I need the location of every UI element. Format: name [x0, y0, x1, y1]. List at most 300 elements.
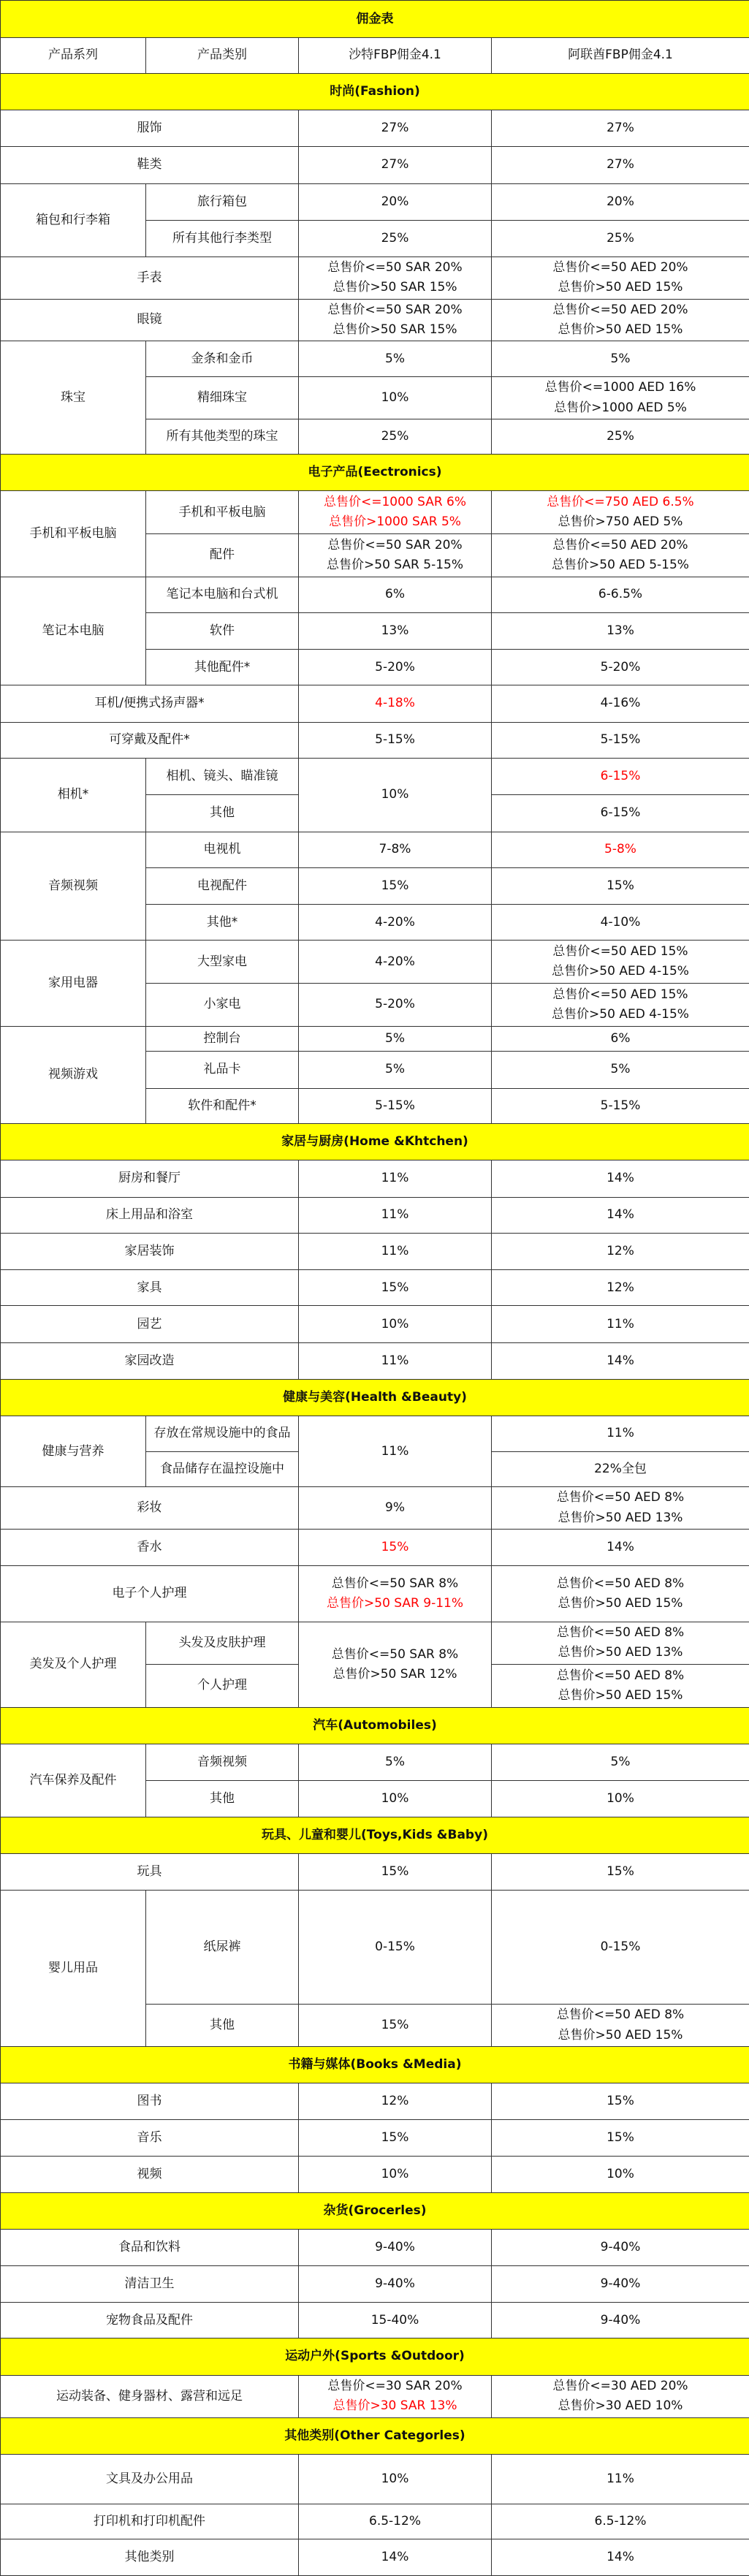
rate-text: 13% — [381, 623, 409, 638]
rate-text: 15% — [381, 2130, 409, 2146]
table-row — [1, 2539, 749, 2576]
rate-text: 总售价<=50 AED 20% — [552, 537, 688, 552]
rate-text: 9-40% — [375, 2276, 415, 2291]
header-row — [1, 38, 749, 73]
ksa-rate-cell — [299, 299, 492, 341]
uae-rate-cell — [492, 1565, 749, 1622]
ksa-rate-cell — [299, 2230, 492, 2265]
rate-text: 总售价<=30 SAR 20% — [327, 2379, 463, 2394]
ksa-rate-cell — [299, 1342, 492, 1379]
ksa-rate-cell — [299, 1891, 492, 2005]
rate-text: 6% — [610, 1030, 631, 1046]
product-series-cell: 健康与营养 — [1, 1416, 146, 1487]
rate-text: 11% — [381, 1443, 409, 1459]
ksa-rate-cell — [299, 1744, 492, 1781]
rate-text: 4-10% — [600, 914, 641, 930]
table-row — [1, 1342, 749, 1379]
ksa-rate-cell — [299, 2375, 492, 2418]
table-row — [1, 1565, 749, 1622]
ksa-rate-cell — [299, 377, 492, 419]
product-series-cell: 家用电器 — [1, 941, 146, 1026]
product-series-cell: 鞋类 — [1, 147, 299, 183]
rate-text: 5-20% — [375, 659, 415, 675]
section-row — [1, 1707, 749, 1744]
rate-text: 6% — [385, 587, 405, 602]
product-category-cell: 头发及皮肤护理 — [146, 1622, 299, 1665]
uae-rate-cell — [492, 2156, 749, 2192]
rate-text: 27% — [607, 157, 634, 172]
ksa-rate-cell — [299, 2156, 492, 2192]
product-category-cell: 软件 — [146, 612, 299, 649]
table-row — [1, 183, 749, 220]
ksa-rate-cell — [299, 2265, 492, 2302]
uae-rate-cell — [492, 795, 749, 832]
uae-rate-cell — [492, 758, 749, 794]
product-category-cell: 食品储存在温控设施中 — [146, 1451, 299, 1486]
uae-rate-cell — [492, 110, 749, 146]
uae-rate-cell — [492, 867, 749, 904]
header-category: 产品类别 — [146, 38, 299, 73]
product-series-cell: 园艺 — [1, 1306, 299, 1342]
header-uae-rate: 阿联酋FBP佣金4.1 — [492, 38, 749, 73]
ksa-rate-cell — [299, 341, 492, 377]
rate-text: 0-15% — [600, 1939, 641, 1955]
product-category-cell: 电视机 — [146, 832, 299, 867]
rate-text: 11% — [381, 1171, 409, 1186]
table-row — [1, 491, 749, 534]
ksa-rate-cell — [299, 1486, 492, 1530]
rate-text: 总售价<=50 SAR 20% — [327, 260, 463, 276]
uae-rate-cell — [492, 650, 749, 685]
section-row — [1, 1817, 749, 1853]
rate-text: 4-20% — [375, 914, 415, 930]
rate-text: 14% — [607, 1207, 634, 1223]
rate-text: 13% — [607, 623, 634, 638]
rate-text: 10% — [381, 2471, 409, 2487]
product-category-cell: 礼品卡 — [146, 1052, 299, 1088]
rate-text: 15% — [607, 2094, 634, 2109]
uae-rate-cell — [492, 832, 749, 867]
rate-text: 11% — [381, 1207, 409, 1223]
rate-text: 9-40% — [600, 2239, 641, 2254]
section-header: 运动户外(Sports &Outdoor) — [1, 2338, 749, 2375]
rate-text: 9-40% — [600, 2312, 641, 2328]
product-series-cell: 玩具 — [1, 1853, 299, 1890]
rate-text: 总售价>50 AED 4-15% — [552, 964, 689, 979]
section-header: 杂货(Grocerles) — [1, 2193, 749, 2230]
title-row — [1, 1, 749, 38]
table-row — [1, 1197, 749, 1233]
product-category-cell: 小家电 — [146, 984, 299, 1027]
rate-text: 总售价<=50 SAR 20% — [327, 537, 463, 552]
uae-rate-cell — [492, 257, 749, 300]
rate-text: 25% — [381, 230, 409, 246]
table-row — [1, 1891, 749, 2005]
table-row — [1, 2083, 749, 2120]
table-row — [1, 2265, 749, 2302]
rate-text: 4-20% — [375, 954, 415, 969]
ksa-rate-cell — [299, 2005, 492, 2047]
product-series-cell: 汽车保养及配件 — [1, 1744, 146, 1817]
uae-rate-cell — [492, 1891, 749, 2005]
product-series-cell: 文具及办公用品 — [1, 2455, 299, 2504]
ksa-rate-cell — [299, 650, 492, 685]
uae-rate-cell — [492, 905, 749, 941]
rate-text: 5% — [385, 351, 405, 366]
table-row — [1, 685, 749, 722]
rate-text: 总售价>50 SAR 15% — [332, 280, 457, 295]
section-row — [1, 455, 749, 491]
rate-text: 6-15% — [600, 769, 641, 784]
section-header: 其他类别(Other Categorles) — [1, 2418, 749, 2455]
uae-rate-cell — [492, 299, 749, 341]
uae-rate-cell — [492, 2375, 749, 2418]
rate-text: 15% — [381, 1864, 409, 1880]
rate-text: 4-18% — [375, 696, 415, 711]
ksa-rate-cell — [299, 147, 492, 183]
rate-text: 总售价>50 AED 15% — [558, 280, 683, 295]
rate-text: 5% — [610, 1062, 631, 1077]
product-series-cell: 视频游戏 — [1, 1026, 146, 1123]
product-category-cell: 其他 — [146, 1781, 299, 1817]
section-header: 电子产品(Eectronics) — [1, 455, 749, 491]
product-category-cell: 所有其他行李类型 — [146, 220, 299, 257]
product-series-cell: 耳机/便携式扬声器* — [1, 685, 299, 722]
rate-text: 22%全包 — [594, 1461, 647, 1476]
rate-text: 5-8% — [604, 842, 636, 857]
product-series-cell: 图书 — [1, 2083, 299, 2120]
table-row — [1, 1530, 749, 1565]
uae-rate-cell — [492, 1530, 749, 1565]
rate-text: 9-40% — [600, 2276, 641, 2291]
product-series-cell: 厨房和餐厅 — [1, 1160, 299, 1197]
rate-text: 总售价>50 SAR 12% — [332, 1666, 457, 1682]
product-category-cell: 配件 — [146, 534, 299, 577]
uae-rate-cell — [492, 341, 749, 377]
ksa-rate-cell — [299, 1233, 492, 1269]
table-row — [1, 110, 749, 146]
product-series-cell: 家居装饰 — [1, 1233, 299, 1269]
ksa-rate-cell — [299, 1160, 492, 1197]
ksa-rate-cell — [299, 984, 492, 1027]
rate-text: 总售价>30 AED 10% — [558, 2398, 683, 2414]
uae-rate-cell — [492, 1306, 749, 1342]
uae-rate-cell — [492, 1160, 749, 1197]
rate-text: 10% — [607, 2166, 634, 2181]
rate-text: 27% — [607, 120, 634, 135]
uae-rate-cell — [492, 2265, 749, 2302]
uae-rate-cell — [492, 147, 749, 183]
product-series-cell: 宠物食品及配件 — [1, 2302, 299, 2338]
product-series-cell: 运动装备、健身器材、露营和远足 — [1, 2375, 299, 2418]
rate-text: 27% — [381, 120, 409, 135]
uae-rate-cell — [492, 1451, 749, 1486]
product-series-cell: 食品和饮料 — [1, 2230, 299, 2265]
rate-text: 5% — [610, 351, 631, 366]
rate-text: 5-20% — [600, 659, 641, 675]
product-category-cell: 精细珠宝 — [146, 377, 299, 419]
uae-rate-cell — [492, 722, 749, 758]
product-category-cell: 其他配件* — [146, 650, 299, 685]
table-row — [1, 1233, 749, 1269]
product-series-cell: 音频视频 — [1, 832, 146, 941]
rate-text: 总售价>50 AED 4-15% — [552, 1006, 689, 1022]
uae-rate-cell — [492, 1416, 749, 1451]
product-category-cell: 纸尿裤 — [146, 1891, 299, 2005]
rate-text: 12% — [381, 2094, 409, 2109]
section-row — [1, 1123, 749, 1160]
uae-rate-cell — [492, 1342, 749, 1379]
rate-text: 15% — [607, 878, 634, 893]
product-category-cell: 音频视频 — [146, 1744, 299, 1781]
table-row — [1, 1026, 749, 1052]
rate-text: 总售价<=50 AED 15% — [552, 987, 688, 1002]
rate-text: 0-15% — [375, 1939, 415, 1955]
uae-rate-cell — [492, 1744, 749, 1781]
uae-rate-cell — [492, 491, 749, 534]
product-series-cell: 音乐 — [1, 2120, 299, 2156]
uae-rate-cell — [492, 2005, 749, 2047]
uae-rate-cell — [492, 534, 749, 577]
rate-text: 4-16% — [600, 696, 641, 711]
ksa-rate-cell — [299, 1197, 492, 1233]
table-row — [1, 2302, 749, 2338]
ksa-rate-cell — [299, 220, 492, 257]
product-series-cell: 视频 — [1, 2156, 299, 2192]
product-series-cell: 家具 — [1, 1270, 299, 1306]
rate-text: 10% — [381, 390, 409, 406]
section-row — [1, 2046, 749, 2083]
table-row — [1, 941, 749, 984]
ksa-rate-cell — [299, 685, 492, 722]
product-series-cell: 家园改造 — [1, 1342, 299, 1379]
rate-text: 15% — [381, 1280, 409, 1295]
rate-text: 10% — [381, 1316, 409, 1331]
rate-text: 12% — [607, 1243, 634, 1258]
product-series-cell: 彩妆 — [1, 1486, 299, 1530]
section-row — [1, 1380, 749, 1416]
product-series-cell: 清洁卫生 — [1, 2265, 299, 2302]
uae-rate-cell — [492, 377, 749, 419]
rate-text: 总售价<=50 AED 20% — [552, 302, 688, 317]
rate-text: 5% — [385, 1030, 405, 1046]
table-row — [1, 722, 749, 758]
rate-text: 10% — [381, 787, 409, 802]
rate-text: 11% — [381, 1243, 409, 1258]
ksa-rate-cell — [299, 257, 492, 300]
product-category-cell: 其他 — [146, 2005, 299, 2047]
table-row — [1, 832, 749, 867]
ksa-rate-cell — [299, 1052, 492, 1088]
rate-text: 总售价>50 AED 15% — [558, 322, 683, 337]
product-category-cell: 笔记本电脑和台式机 — [146, 577, 299, 612]
ksa-rate-cell — [299, 2120, 492, 2156]
table-row — [1, 1486, 749, 1530]
ksa-rate-cell — [299, 1530, 492, 1565]
rate-text: 总售价<=30 AED 20% — [552, 2379, 688, 2394]
ksa-rate-cell — [299, 1306, 492, 1342]
rate-text: 总售价>1000 AED 5% — [554, 400, 687, 415]
rate-text: 5-15% — [375, 732, 415, 748]
rate-text: 总售价<=50 SAR 8% — [331, 1576, 459, 1591]
uae-rate-cell — [492, 1486, 749, 1530]
ksa-rate-cell — [299, 1565, 492, 1622]
rate-text: 5% — [610, 1755, 631, 1770]
product-series-cell: 床上用品和浴室 — [1, 1197, 299, 1233]
uae-rate-cell — [492, 2455, 749, 2504]
rate-text: 11% — [607, 1316, 634, 1331]
ksa-rate-cell — [299, 2539, 492, 2576]
ksa-rate-cell — [299, 758, 492, 832]
rate-text: 5% — [385, 1062, 405, 1077]
section-row — [1, 73, 749, 110]
rate-text: 15% — [607, 2130, 634, 2146]
rate-text: 25% — [607, 428, 634, 444]
section-header: 时尚(Fashion) — [1, 73, 749, 110]
ksa-rate-cell — [299, 2504, 492, 2539]
section-row — [1, 2418, 749, 2455]
table-row — [1, 1306, 749, 1342]
table-row — [1, 1853, 749, 1890]
table-row — [1, 2230, 749, 2265]
product-series-cell: 手机和平板电脑 — [1, 491, 146, 577]
product-category-cell: 所有其他类型的珠宝 — [146, 419, 299, 454]
rate-text: 15% — [607, 1864, 634, 1880]
rate-text: 总售价<=50 AED 8% — [556, 1625, 685, 1641]
product-category-cell: 个人护理 — [146, 1665, 299, 1708]
rate-text: 14% — [607, 2550, 634, 2565]
ksa-rate-cell — [299, 2455, 492, 2504]
rate-text: 15-40% — [370, 2312, 419, 2328]
uae-rate-cell — [492, 2539, 749, 2576]
ksa-rate-cell — [299, 1853, 492, 1890]
rate-text: 7-8% — [379, 842, 411, 857]
rate-text: 5-15% — [600, 732, 641, 748]
rate-text: 总售价<=1000 AED 16% — [544, 380, 696, 395]
rate-text: 9% — [385, 1500, 405, 1516]
rate-text: 14% — [381, 2550, 409, 2565]
rate-text: 总售价<=1000 SAR 6% — [323, 495, 467, 510]
rate-text: 5% — [385, 1755, 405, 1770]
rate-text: 10% — [607, 1790, 634, 1806]
uae-rate-cell — [492, 2083, 749, 2120]
uae-rate-cell — [492, 1622, 749, 1665]
ksa-rate-cell — [299, 577, 492, 612]
rate-text: 14% — [607, 1539, 634, 1554]
rate-text: 总售价>50 SAR 15% — [332, 322, 457, 337]
rate-text: 总售价>30 SAR 13% — [332, 2398, 457, 2414]
product-series-cell: 打印机和打印机配件 — [1, 2504, 299, 2539]
uae-rate-cell — [492, 1665, 749, 1708]
uae-rate-cell — [492, 1052, 749, 1088]
product-series-cell: 眼镜 — [1, 299, 299, 341]
section-header: 健康与美容(Health &Beauty) — [1, 1380, 749, 1416]
rate-text: 10% — [381, 2166, 409, 2181]
product-category-cell: 手机和平板电脑 — [146, 491, 299, 534]
rate-text: 27% — [381, 157, 409, 172]
product-category-cell: 软件和配件* — [146, 1088, 299, 1123]
header-ksa-rate: 沙特FBP佣金4.1 — [299, 38, 492, 73]
table-row — [1, 2455, 749, 2504]
uae-rate-cell — [492, 685, 749, 722]
table-row — [1, 577, 749, 612]
product-category-cell: 大型家电 — [146, 941, 299, 984]
rate-text: 总售价<=50 AED 20% — [552, 260, 688, 276]
rate-text: 25% — [607, 230, 634, 246]
table-row — [1, 2504, 749, 2539]
rate-text: 总售价>50 SAR 5-15% — [327, 557, 463, 572]
ksa-rate-cell — [299, 1416, 492, 1487]
uae-rate-cell — [492, 984, 749, 1027]
rate-text: 25% — [381, 428, 409, 444]
rate-text: 9-40% — [375, 2239, 415, 2254]
rate-text: 总售价>50 AED 15% — [558, 1687, 683, 1703]
product-series-cell: 相机* — [1, 758, 146, 832]
product-category-cell: 存放在常规设施中的食品 — [146, 1416, 299, 1451]
ksa-rate-cell — [299, 1781, 492, 1817]
rate-text: 总售价<=50 AED 8% — [556, 1576, 685, 1591]
uae-rate-cell — [492, 1233, 749, 1269]
product-series-cell: 箱包和行李箱 — [1, 183, 146, 257]
table-row — [1, 758, 749, 794]
product-category-cell: 控制台 — [146, 1026, 299, 1052]
ksa-rate-cell — [299, 1088, 492, 1123]
table-row — [1, 1270, 749, 1306]
ksa-rate-cell — [299, 2302, 492, 2338]
rate-text: 6-6.5% — [598, 587, 643, 602]
product-series-cell: 笔记本电脑 — [1, 577, 146, 685]
rate-text: 11% — [381, 1353, 409, 1368]
table-row — [1, 2120, 749, 2156]
product-series-cell: 服饰 — [1, 110, 299, 146]
ksa-rate-cell — [299, 534, 492, 577]
rate-text: 6.5-12% — [594, 2514, 647, 2529]
uae-rate-cell — [492, 577, 749, 612]
table-row — [1, 1622, 749, 1665]
rate-text: 15% — [381, 1539, 409, 1554]
uae-rate-cell — [492, 1026, 749, 1052]
uae-rate-cell — [492, 1853, 749, 1890]
section-header: 家居与厨房(Home &Khtchen) — [1, 1123, 749, 1160]
rate-text: 14% — [607, 1353, 634, 1368]
ksa-rate-cell — [299, 1026, 492, 1052]
uae-rate-cell — [492, 2120, 749, 2156]
ksa-rate-cell — [299, 183, 492, 220]
product-series-cell: 婴儿用品 — [1, 1891, 146, 2047]
uae-rate-cell — [492, 612, 749, 649]
rate-text: 10% — [381, 1790, 409, 1806]
ksa-rate-cell — [299, 905, 492, 941]
product-series-cell: 电子个人护理 — [1, 1565, 299, 1622]
ksa-rate-cell — [299, 419, 492, 454]
rate-text: 总售价<=50 AED 8% — [556, 1668, 685, 1683]
product-series-cell: 可穿戴及配件* — [1, 722, 299, 758]
product-category-cell: 金条和金币 — [146, 341, 299, 377]
uae-rate-cell — [492, 419, 749, 454]
ksa-rate-cell — [299, 1622, 492, 1707]
product-category-cell: 旅行箱包 — [146, 183, 299, 220]
product-category-cell: 其他* — [146, 905, 299, 941]
ksa-rate-cell — [299, 110, 492, 146]
ksa-rate-cell — [299, 2083, 492, 2120]
rate-text: 总售价<=50 SAR 8% — [331, 1646, 459, 1662]
rate-text: 15% — [381, 2018, 409, 2032]
rate-text: 11% — [607, 1426, 634, 1441]
ksa-rate-cell — [299, 491, 492, 534]
rate-text: 总售价>1000 SAR 5% — [329, 514, 461, 530]
rate-text: 总售价>50 SAR 9-11% — [327, 1595, 463, 1611]
section-row — [1, 2193, 749, 2230]
